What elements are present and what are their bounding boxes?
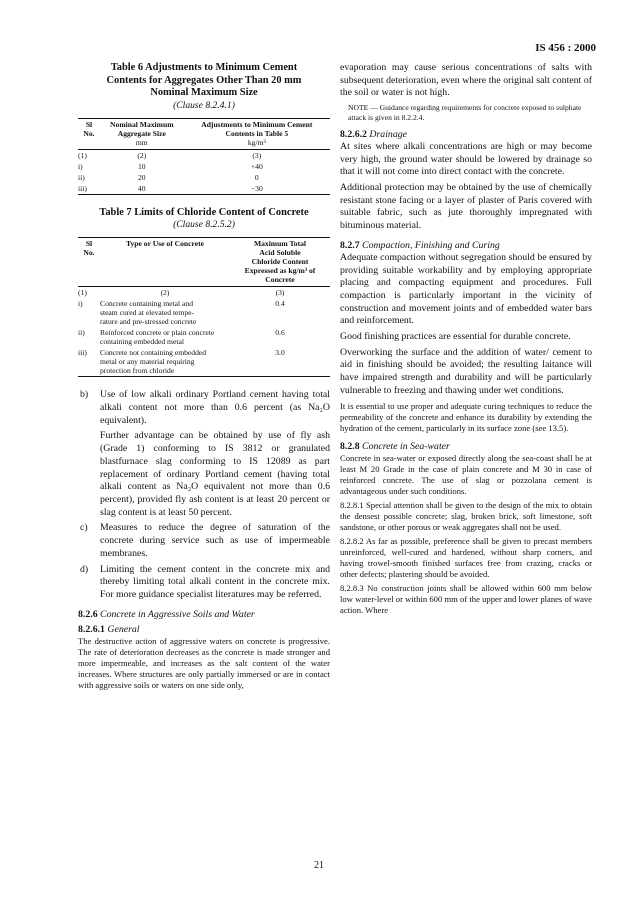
table6-caption-line: Nominal Maximum Size bbox=[150, 87, 258, 99]
table7-header-maximum: Maximum Total Acid Soluble Chloride Content Expressed as kg/m³ of Concrete bbox=[244, 239, 316, 285]
table6-caption-line: Table 6 Adjustments to Minimum Cement bbox=[110, 62, 298, 73]
paragraph-drainage: At sites where alkali concentrations are high or may become very high, the ground water should be lowered by drainage so that it will not come into direct contact with the concrete. bbox=[340, 140, 592, 178]
list-item-d: d) Limiting the cement content in the concrete mix and thereby limiting total alkali content in the concrete mix. For more guidance specialist literatures may be referred. bbox=[80, 563, 330, 600]
page-number: 21 bbox=[314, 860, 324, 871]
table-row: iii) Concrete not containing embedded metal or any material requiring protection from chloride 3.0 bbox=[78, 348, 285, 376]
paragraph-curing: It is essential to use proper and adequate curing techniques to reduce the permeability of the concrete and enhance its durability by extending the hydration of the cement, particularly in its surface zone (see 13.5). bbox=[340, 400, 592, 433]
table7-caption: Table 7 Limits of Chloride Content of Concrete bbox=[99, 206, 309, 218]
paragraph-8-2-8-1: 8.2.8.1 Special attention shall be given to the design of the mix to obtain the densest possible concrete; slag, broken brick, soft limestone, soft sandstone, or other porous or weak aggregates shall not be used. bbox=[340, 499, 592, 532]
heading-8-2-6: 8.2.6 Concrete in Aggressive Soils and Water bbox=[78, 608, 255, 620]
table-row: ii) Reinforced concrete or plain concrete containing embedded metal 0.6 bbox=[78, 328, 285, 347]
table6 bbox=[78, 118, 330, 195]
note: NOTE — Guidance regarding requirements for concrete exposed to sulphate attack is given in 8.2.2.4. bbox=[348, 103, 582, 122]
table-row: ii) 20 0 bbox=[78, 172, 259, 182]
table-row: iii) 40 −30 bbox=[78, 183, 263, 193]
table7-header-type: Type or Use of Concrete bbox=[125, 239, 205, 249]
heading-8-2-8: 8.2.8 Concrete in Sea-water bbox=[340, 440, 450, 452]
paragraph-compaction: Adequate compaction without segregation should be ensured by providing suitable workability and by employing appropriate placing and compacting equipment and procedures. Full compaction is particularly important in the vicinity of construction and movement joints and of embedded water bars and reinforcement. bbox=[340, 251, 592, 327]
heading-8-2-7: 8.2.7 Compaction, Finishing and Curing bbox=[340, 239, 500, 251]
table6-header-sl: Sl No. bbox=[83, 119, 95, 138]
table6-number-row: (1) (2) (3) bbox=[78, 150, 262, 160]
table7-clause: (Clause 8.2.5.2) bbox=[173, 219, 235, 231]
paragraph-8-2-8-2: 8.2.8.2 As far as possible, preference shall be given to precast members unreinforced, well-cured and hardened, without sharp corners, and having trowel-smooth finished surfaces free from crazing, cracks or other defects; plastering should be avoided. bbox=[340, 535, 592, 579]
list-item-b: b) Use of low alkali ordinary Portland cement having total alkali content not more than 0.6 percent (as Na₂O equivalent). bbox=[80, 389, 330, 426]
table6-clause: (Clause 8.2.4.1) bbox=[173, 99, 235, 111]
left-column bbox=[78, 62, 330, 691]
table7-header-sl: Sl No. bbox=[83, 239, 95, 258]
table6-header-adjustment: Adjustments to Minimum Cement Contents in Table 5 kg/m³ bbox=[201, 119, 313, 147]
table6-caption bbox=[78, 62, 330, 100]
item-b-continuation: Further advantage can be obtained by use of fly ash (Grade 1) conforming to IS 3812 or granulated blastfurnace slag conforming to IS 12089 as part replacement of ordinary Portland cement (having total alkali content as Na₂O equivalent not more than 0.6 percent), provided fly ash content is at least 20 percent or slag content is at least 50 percent. bbox=[100, 430, 330, 518]
paragraph-8-2-6-1: The destructive action of aggressive waters on concrete is progressive. The rate of deterioration decreases as the concrete is made stronger and more impermeable, and increases as the salt content of the water increases. Where structures are only partially immersed or are in contact with aggressive soils or waters on one side only, bbox=[78, 635, 330, 690]
paragraph-evaporation: evaporation may cause serious concentrations of salts with subsequent deterioration, even where the original salt content of the soil or water is not high. bbox=[340, 62, 592, 99]
heading-8-2-6-1: 8.2.6.1 General bbox=[78, 623, 140, 635]
table-row: i) Concrete containing metal and steam cured at elevated tempe- rature and pre-stressed concrete 0.4 bbox=[78, 299, 285, 327]
paragraph-sea-water: Concrete in sea-water or exposed directly along the sea-coast shall be at least M 20 Grade in the case of plain concrete and M 30 in case of reinforced concrete. The use of slag or pozzolana cement is advantageous under such conditions. bbox=[340, 452, 592, 496]
table-row: i) 10 +40 bbox=[78, 161, 263, 171]
paragraph-additional-protection: Additional protection may be obtained by the use of chemically resistant stone facing or a layer of plaster of Paris covered with suitable fabric, such as jute thoroughly impregnated with bituminous material. bbox=[340, 182, 592, 232]
paragraph-8-2-8-3: 8.2.8.3 No construction joints shall be allowed within 600 mm below low water-level or within 600 mm of the upper and lower planes of wave action. Where bbox=[340, 582, 592, 615]
table6-caption-line: Contents for Aggregates Other Than 20 mm bbox=[106, 74, 302, 86]
heading-8-2-6-2: 8.2.6.2 Drainage bbox=[340, 128, 407, 140]
paragraph-finishing: Good finishing practices are essential for durable concrete. bbox=[340, 331, 571, 343]
table7-number-row: (1) (2) (3) bbox=[78, 288, 285, 298]
right-column bbox=[340, 62, 592, 616]
paragraph-overworking: Overworking the surface and the addition of water/ cement to aid in finishing should be avoided; the resulting laitance will have impaired strength and durability and will be particularly vulnerable to freezing and thawing under wet conditions. bbox=[340, 346, 592, 396]
document-code: IS 456 : 2000 bbox=[535, 42, 596, 54]
table7 bbox=[78, 237, 330, 377]
table6-header-size: Nominal Maximum Aggregate Size mm bbox=[110, 119, 174, 147]
list-item-c: c) Measures to reduce the degree of saturation of the concrete during service such as use of impermeable membranes. bbox=[80, 522, 330, 559]
